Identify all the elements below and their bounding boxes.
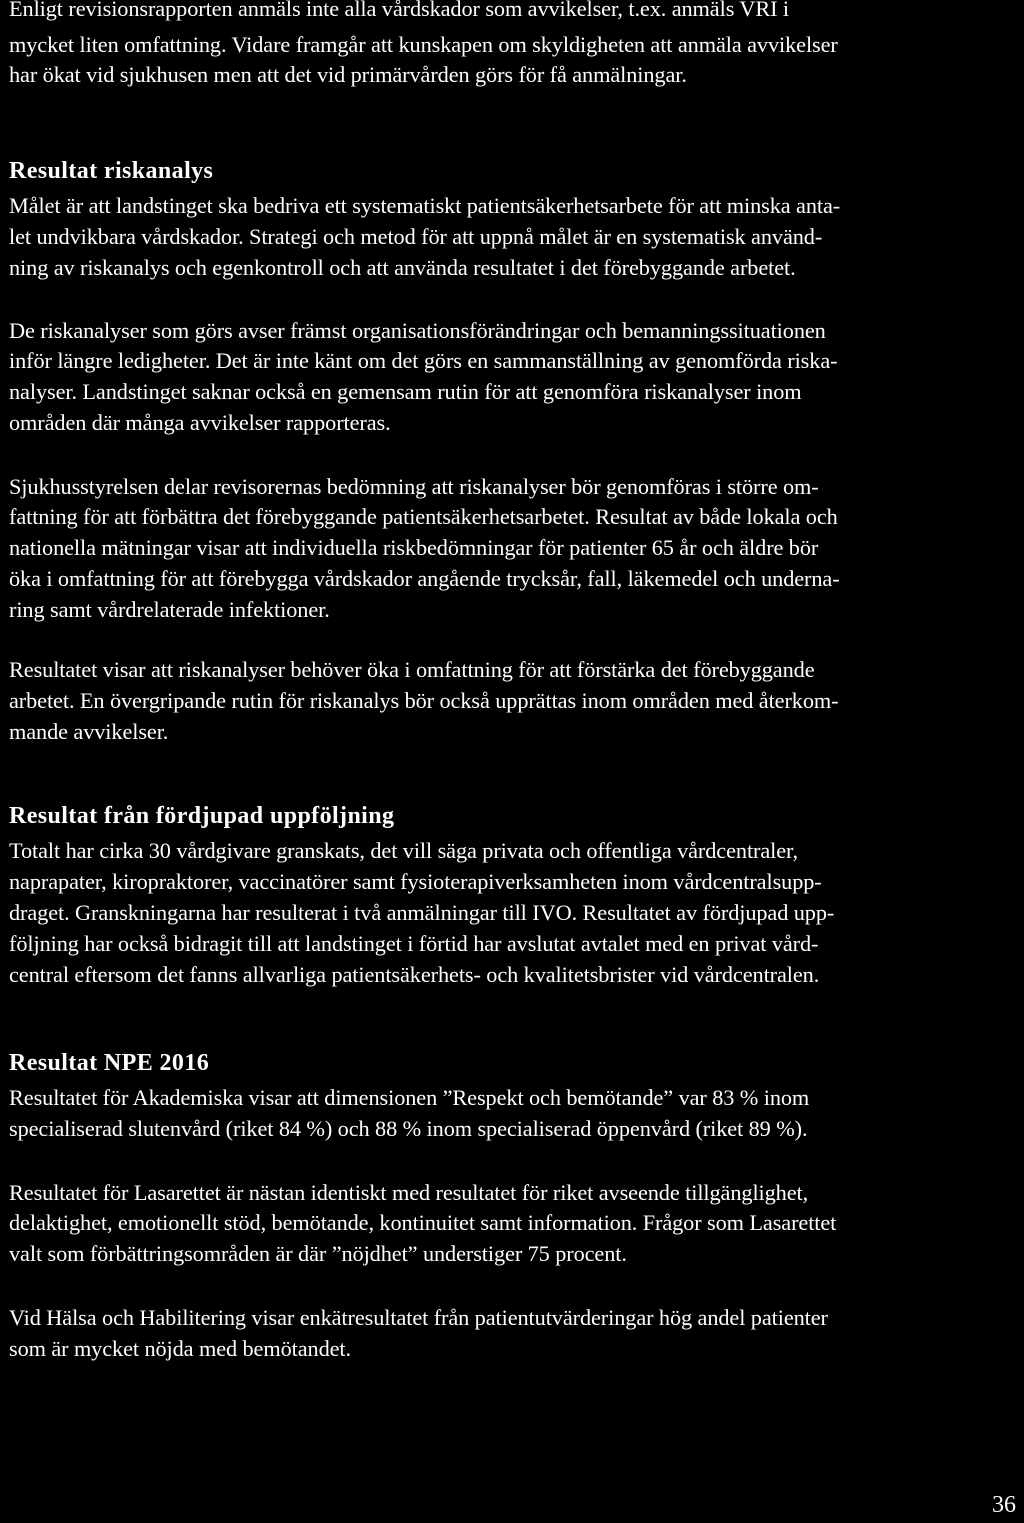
text-line: nalyser. Landstinget saknar också en gemensam rutin för att genomföra riskanalyser inom: [9, 379, 802, 404]
text-line: Sjukhusstyrelsen delar revisorernas bedömning att riskanalyser bör genomföras i större om-: [9, 474, 819, 499]
text-line: nationella mätningar visar att individuella riskbedömningar för patienter 65 år och äldre bör: [9, 535, 819, 560]
text-line: följning har också bidragit till att landstinget i förtid har avslutat avtalet med en privat vård-: [9, 931, 819, 956]
text-line: har ökat vid sjukhusen men att det vid primärvården görs för få anmälningar.: [9, 62, 687, 87]
text-line: De riskanalyser som görs avser främst organisationsförändringar och bemanningssituationen: [9, 318, 826, 343]
text-line: Resultatet visar att riskanalyser behöver öka i omfattning för att förstärka det förebyggande: [9, 657, 815, 682]
text-line: Målet är att landstinget ska bedriva ett systematiskt patientsäkerhetsarbete för att minska anta-: [9, 193, 841, 218]
text-line: fattning för att förbättra det förebyggande patientsäkerhetsarbetet. Resultat av både lokala och: [9, 504, 838, 529]
text-line: mande avvikelser.: [9, 719, 169, 744]
text-line: öka i omfattning för att förebygga vårdskador angående trycksår, fall, läkemedel och underna-: [9, 566, 840, 591]
text-line: Vid Hälsa och Habilitering visar enkätresultatet från patientutvärderingar hög andel patienter: [9, 1305, 828, 1330]
text-line: valt som förbättringsområden är där ”nöjdhet” understiger 75 procent.: [9, 1241, 627, 1266]
text-line: som är mycket nöjda med bemötandet.: [9, 1336, 352, 1361]
page-number: 36: [992, 1492, 1016, 1518]
text-line: Resultatet för Akademiska visar att dimensionen ”Respekt och bemötande” var 83 % inom: [9, 1085, 810, 1110]
section-heading: Resultat riskanalys: [9, 158, 214, 184]
text-line: let undvikbara vårdskador. Strategi och metod för att uppnå målet är en systematisk använd-: [9, 224, 823, 249]
text-line: central eftersom det fanns allvarliga patientsäkerhets- och kvalitetsbrister vid vårdcentralen.: [9, 962, 820, 987]
text-line: Resultatet för Lasarettet är nästan identiskt med resultatet för riket avseende tillgänglighet,: [9, 1180, 809, 1205]
text-line: delaktighet, emotionellt stöd, bemötande, kontinuitet samt information. Frågor som Lasarettet: [9, 1210, 837, 1235]
text-line: Totalt har cirka 30 vårdgivare granskats, det vill säga privata och offentliga vårdcentraler,: [9, 838, 798, 863]
text-line: arbetet. En övergripande rutin för riskanalys bör också upprättas inom områden med återkom-: [9, 688, 839, 713]
text-line: områden där många avvikelser rapporteras.: [9, 410, 391, 435]
section-heading: Resultat NPE 2016: [9, 1050, 210, 1076]
text-line: Enligt revisionsrapporten anmäls inte alla vårdskador som avvikelser, t.ex. anmäls VRI i: [9, 0, 790, 21]
section-heading: Resultat från fördjupad uppföljning: [9, 803, 395, 829]
text-line: inför längre ledigheter. Det är inte känt om det görs en sammanställning av genomförda riska-: [9, 348, 838, 373]
text-line: draget. Granskningarna har resulterat i två anmälningar till IVO. Resultatet av fördjupad upp-: [9, 900, 835, 925]
text-line: ring samt vårdrelaterade infektioner.: [9, 597, 330, 622]
text-line: mycket liten omfattning. Vidare framgår att kunskapen om skyldigheten att anmäla avvikelser: [9, 32, 838, 57]
text-line: naprapater, kiropraktorer, vaccinatörer samt fysioterapiverksamheten inom vårdcentralsupp-: [9, 869, 822, 894]
text-line: specialiserad slutenvård (riket 84 %) och 88 % inom specialiserad öppenvård (riket 89 %).: [9, 1116, 808, 1141]
text-line: ning av riskanalys och egenkontroll och att använda resultatet i det förebyggande arbetet.: [9, 255, 796, 280]
